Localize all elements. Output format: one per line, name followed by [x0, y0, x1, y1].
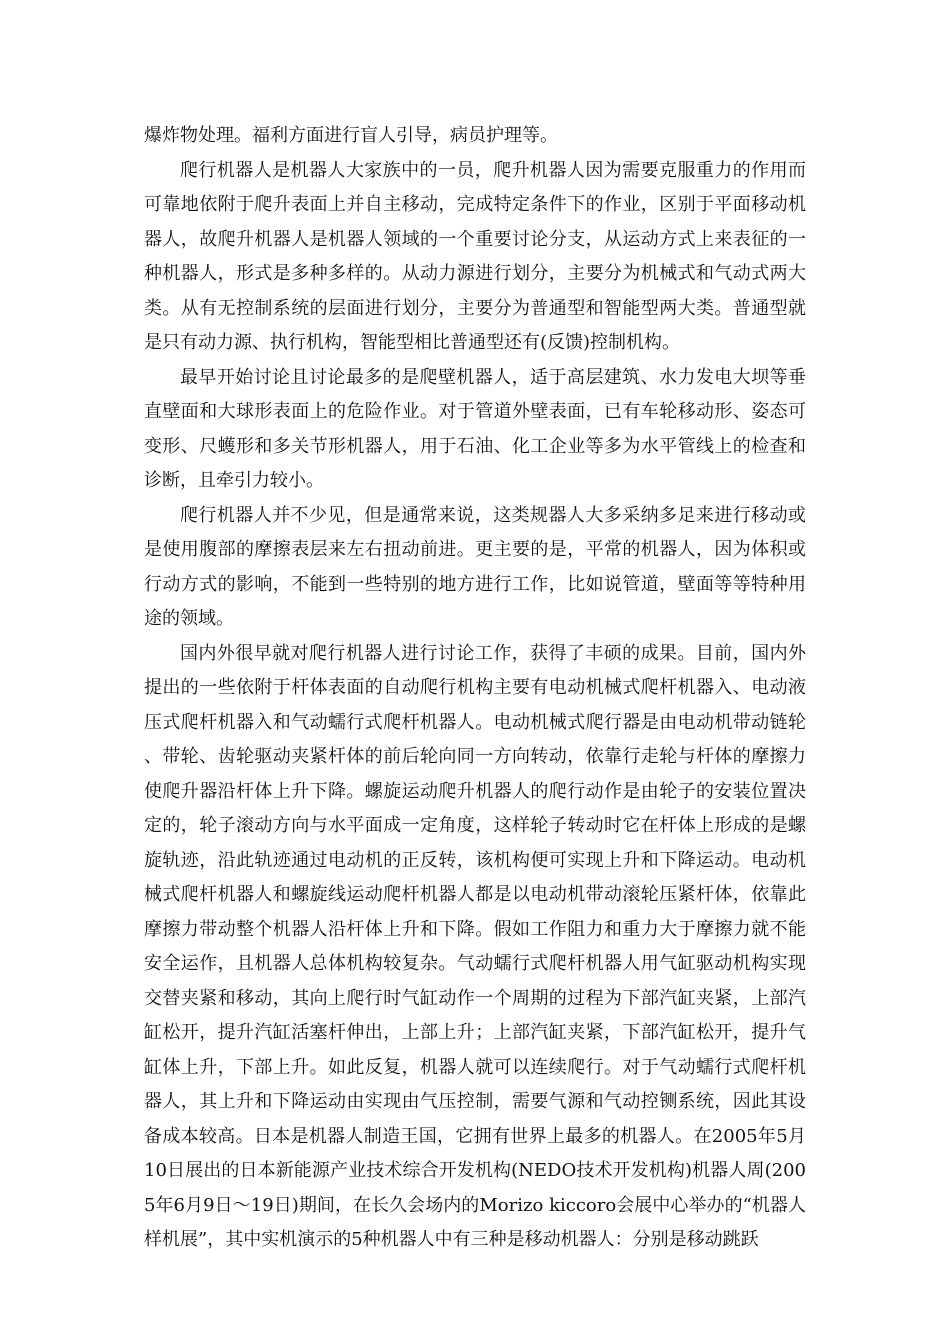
paragraph-continued: 爆炸物处理。福利方面进行盲人引导，病员护理等。	[144, 125, 558, 146]
paragraph-research-status: 国内外很早就对爬行机器人进行讨论工作，获得了丰硕的成果。目前，国内外提出的一些依附于杆体表面的自动爬行机构主要有电动机械式爬杆机器入、电动液压式爬杆机器入和气动蠕行式爬杆机器人。电动机械式爬行器是由电动机带动链轮、带轮、齿轮驱动夹紧杆体的前后轮向同一方向转动，依靠行走轮与杆体的摩擦力使爬升器沿杆体上升下降。螺旋运动爬升机器人的爬行动作是由轮子的安装位置决定的，轮子滚动方向与水平面成一定角度，这样轮子转动时它在杆体上形成的是螺旋轨迹，沿此轨迹通过电动机的正反转，该机构便可实现上升和下降运动。电动机械式爬杆机器人和螺旋线运动爬杆机器人都是以电动机带动滚轮压紧杆体，依靠此摩擦力带动整个机器人沿杆体上升和下降。假如工作阻力和重力大于摩擦力就不能安全运作，且机器人总体机构较复杂。气动蠕行式爬杆机器人用气缸驱动机构实现交替夹紧和移动，其向上爬行时气缸动作一个周期的过程为下部汽缸夹紧，上部汽缸松开，提升汽缸活塞杆伸出，上部上升；上部汽缸夹紧，下部汽缸松开，提升气缸体上升，下部上升。如此反复，机器人就可以连续爬行。对于气动蠕行式爬杆机器人，其上升和下降运动由实现由气压控制，需要气源和气动控铡系统，因此其设备成本较高。日本是机器人制造王国，它拥有世界上最多的机器人。在2005年5月10日展出的日本新能源产业技术综合开发机构(NEDO技术开发机构)机器人周(2005年6月9日～19日)期间，在长久会场内的Morizo kiccoro会展中心举办的“机器人样机展”，其中实机演示的5种机器人中有三种是移动机器人：分别是移动跳跃	[144, 642, 806, 1250]
paragraph-wall-climbing-robot: 最早开始讨论且讨论最多的是爬壁机器人，适于高层建筑、水力发电大坝等垂直壁面和大球形表面上的危险作业。对于管道外壁表面，已有车轮移动形、姿态可变形、尺蠖形和多关节形机器人，用于石油、化工企业等多为水平管线上的检查和诊断，且牵引力较小。	[144, 366, 806, 491]
document-body	[144, 119, 806, 1258]
paragraph-climbing-robot-intro: 爬行机器人是机器人大家族中的一员，爬升机器人因为需要克服重力的作用而可靠地依附于爬升表面上并自主移动，完成特定条件下的作业，区别于平面移动机器人，故爬升机器人是机器人领域的一个重要讨论分支，从运动方式上来表征的一种机器人，形式是多种多样的。从动力源进行划分，主要分为机械式和气动式两大类。从有无控制系统的层面进行划分，主要分为普通型和智能型两大类。普通型就是只有动力源、执行机构，智能型相比普通型还有(反馈)控制机构。	[144, 159, 806, 353]
paragraph-robot-locomotion: 爬行机器人并不少见，但是通常来说，这类规器人大多采纳多足来进行移动或是使用腹部的摩擦表层来左右扭动前进。更主要的是，平常的机器人，因为体积或行动方式的影响，不能到一些特别的地方进行工作，比如说管道，壁面等等特种用途的领域。	[144, 504, 806, 629]
